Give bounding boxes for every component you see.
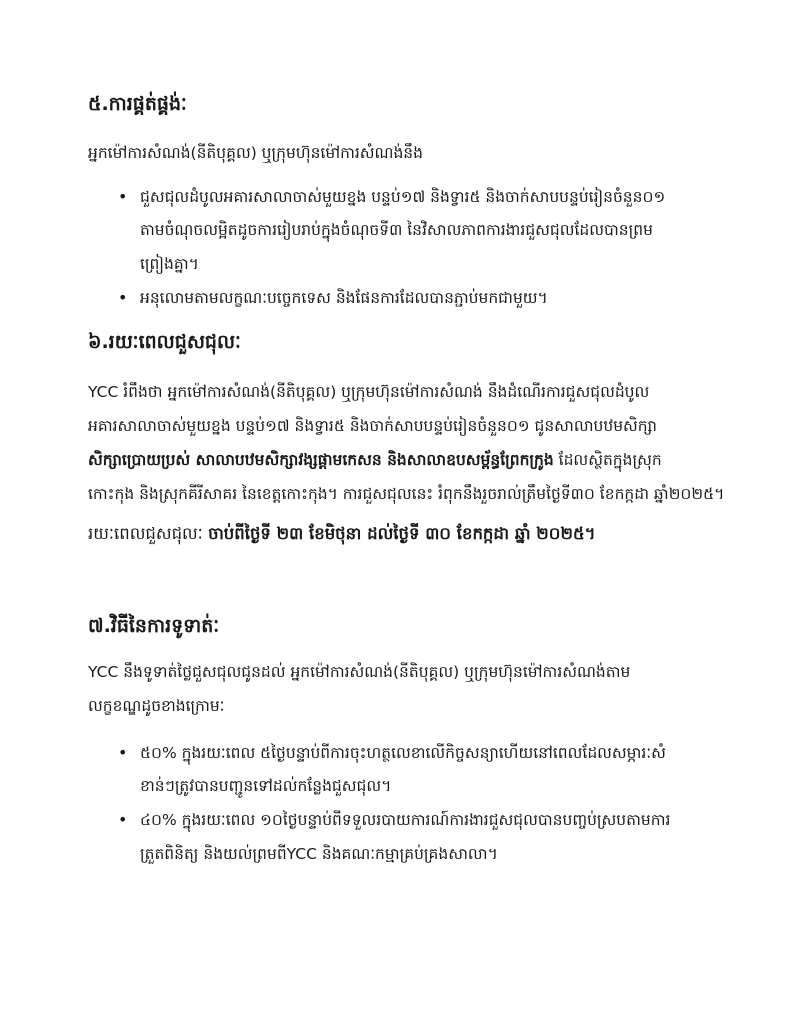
bullet-dot: • [118,743,128,762]
section-5-heading: ៥.ការផ្គត់ផ្គង់ៈ [88,93,187,115]
section-6-paragraph-line-1: YCC រំពឹងថា អ្នកម៉ៅការសំណង់(នីតិបុគ្គល) ឬក្រុមហ៊ុនម៉ៅការសំណង់ នឹងដំណើរការជួសជុលដំបូល [88,383,650,401]
section-7-paragraph-line-2: លក្ខខណ្ឌដូចខាងក្រោមៈ [88,697,225,715]
section-5-bullet-1-line-1: ជួសជុលដំបូលអគារសាលាចាស់មួយខ្នង បន្ទប់១៧ និងទ្វារ៥ និងចាក់សាបបន្ទប់រៀនចំនួន០១ [140,188,666,206]
section-7-bullet-1-line-1: ៥០% ក្នុងរយៈពេល ៥ថ្ងៃបន្ទាប់ពីការចុះហត្ថលេខាលើកិច្ចសន្យាហើយនៅពេលដែលសម្ភារៈសំ [140,744,666,762]
section-7-paragraph-line-1: YCC នឹងទូទាត់ថ្លៃជួសជុលជូនដល់ អ្នកម៉ៅការសំណង់(នីតិបុគ្គល) ឬក្រុមហ៊ុនម៉ៅការសំណង់តាម [88,663,631,681]
section-6-heading: ៦.រយៈពេលជួសជុលៈ [88,331,241,353]
section-5-bullet-2: អនុលោមតាមលក្ខណៈបច្ចេកទេស និងផែនការដែលបានភ្ជាប់មកជាមួយ។ [140,289,548,307]
section-5-intro: អ្នកម៉ៅការសំណង់(នីតិបុគ្គល) ឬក្រុមហ៊ុនម៉ៅការសំណង់នឹង [88,144,423,162]
repair-duration [88,524,596,548]
section-6-paragraph-line-2: អគារសាលាចាស់មួយខ្នង បន្ទប់១៧ និងទ្វារ៥ និងចាក់សាបបន្ទប់រៀនចំនួន០១ ជូនសាលាបឋមសិក្សា [88,417,657,435]
bullet-dot: • [118,288,128,307]
section-7-heading: ៧.វិធីនៃការទូទាត់ៈ [88,615,220,637]
school-names: សិក្សាប្រោយប្រស់ សាលាបឋមសិក្សាវង្សផ្ដាមកេសន និងសាលាឧបសម្ព័ន្ធព្រែកក្រូង [88,451,554,469]
section-5-bullet-1-line-2: តាមចំណុចលម្អិតដូចការរៀបរាប់ក្នុងចំណុចទី៣ នៃវិសាលភាពការងារជួសជុលដែលបានព្រម [140,221,653,239]
location-text: ដែលស្ថិតក្នុងស្រុក [558,451,662,469]
bullet-dot: • [118,810,128,829]
section-6-paragraph-line-3 [88,450,662,473]
section-7-bullet-2-line-1: ៤០% ក្នុងរយៈពេល ១០ថ្ងៃបន្ទាប់ពីទទួលរបាយការណ៍ការងារជួសជុលបានបញ្ចប់ស្របតាមការ [140,811,671,829]
repair-duration-label: រយៈពេលជួសជុលៈ [88,524,203,543]
section-7-bullet-1-line-2: ខាន់ៗត្រូវបានបញ្ជូនទៅដល់កន្លែងជួសជុល។ [140,777,392,795]
section-5-bullet-1-line-3: ព្រៀងគ្នា។ [140,255,199,273]
section-7-bullet-2-line-2: ត្រួតពិនិត្យ និងយល់ព្រមពីYCC និងគណៈកម្មាគ្រប់គ្រងសាលា។ [140,845,498,863]
section-6-paragraph-line-4: កោះកុង និងស្រុកគីរីសាគរ នៃខេត្តកោះកុង។ ការជួសជុលនេះ រំពុកនឹងរួចរាល់ត្រឹមថ្ងៃទី៣០ ខែកក្កដា ឆ្នាំ២០២៥។ [88,485,725,503]
bullet-dot: • [118,187,128,206]
repair-duration-value: ចាប់ពីថ្ងៃទី ២៣ ខែមិថុនា ដល់ថ្ងៃទី ៣០ ខែកក្កដា ឆ្នាំ ២០២៥។ [208,524,596,543]
